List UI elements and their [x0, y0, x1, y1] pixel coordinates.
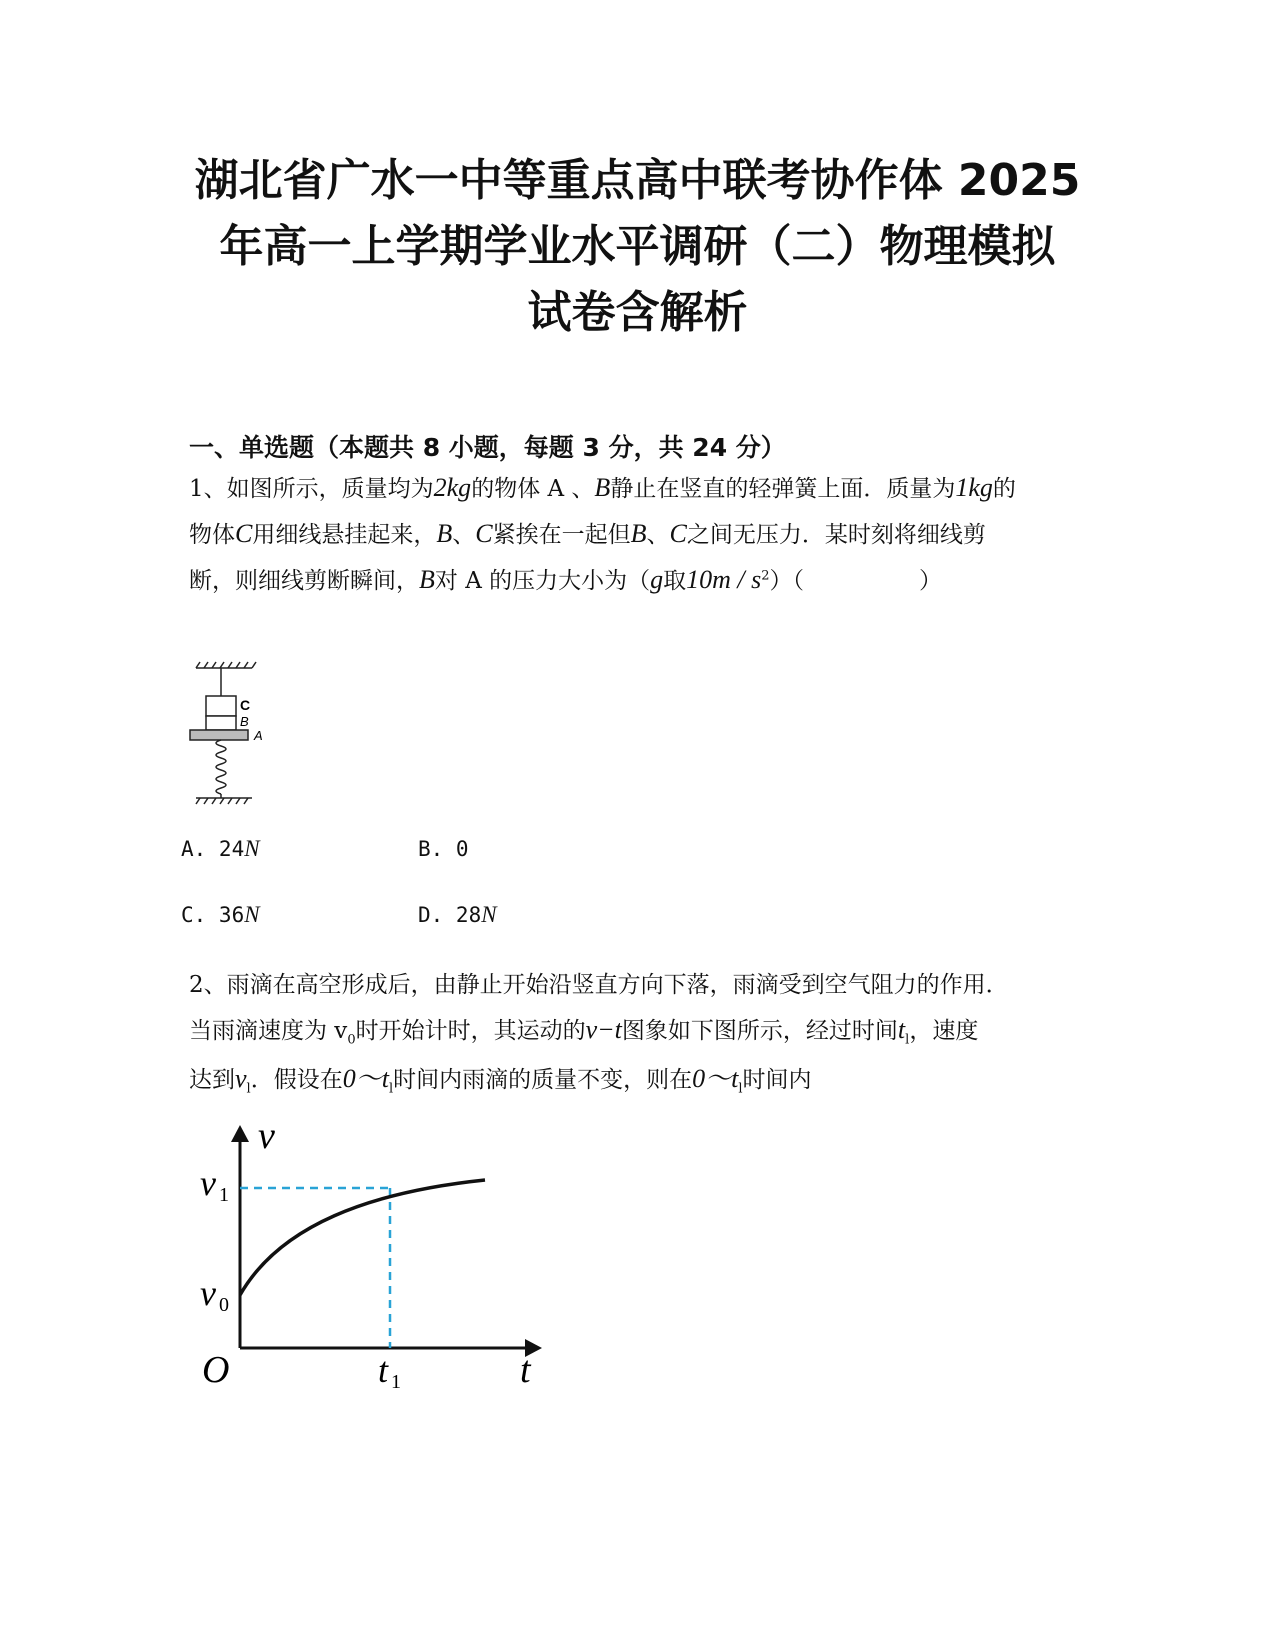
q1-text: 物体 — [189, 522, 235, 548]
q1-line-2 — [189, 516, 986, 549]
var-v1: v — [235, 1064, 247, 1093]
q2-text: ，速度 — [909, 1018, 979, 1044]
q1-text: 1、如图所示，质量均为 — [189, 476, 434, 502]
q1-line-1 — [189, 470, 1016, 503]
q1-text: 的物体 A 、 — [471, 476, 595, 502]
axis-label-v: v — [258, 1115, 275, 1157]
label-v1: v — [200, 1163, 216, 1203]
option-a[interactable] — [181, 836, 260, 862]
q1-text: 取 — [663, 568, 687, 594]
v-axis-arrow — [231, 1125, 249, 1142]
q1-text: 静止在竖直的轻弹簧上面．质量为 — [610, 476, 956, 502]
option-d[interactable] — [418, 902, 497, 928]
var-c: C — [669, 519, 687, 548]
velocity-curve — [240, 1180, 485, 1295]
var-b: B — [419, 565, 435, 594]
option-d-unit: N — [481, 902, 497, 927]
q2-text: 当雨滴速度为 v — [189, 1018, 348, 1044]
spring — [216, 740, 226, 794]
q2-line-2: 当雨滴速度为 $v_0$时开始计时，其运动的v−t图象如下图所示，经过时间$t_l$，速度 — [189, 1015, 979, 1048]
q1-line-3: 断，则细线剪断瞬间，B对 A 的压力大小为（g取$10m / s^2$）（ ） — [189, 565, 943, 594]
label-b: B — [240, 714, 249, 729]
q2-text: 时间内 — [742, 1067, 812, 1093]
option-a-text: A. 24 — [181, 837, 245, 861]
option-c-unit: N — [244, 902, 260, 927]
label-v0-sub: 0 — [219, 1294, 229, 1316]
origin-label: O — [202, 1349, 230, 1391]
q2-line-3: 达到$v_l$．假设在$0\sim t_l$时间内雨滴的质量不变，则在$0\sim t_l$时间内 — [189, 1064, 812, 1097]
q1-text: 紧挨在一起但 — [492, 522, 631, 548]
q1-text: 断，则细线剪断瞬间， — [189, 568, 419, 594]
section-heading: 一、单选题（本题共 8 小题，每题 3 分，共 24 分） — [189, 433, 786, 462]
block-b — [206, 716, 236, 730]
block-c — [206, 696, 236, 716]
var-b: B — [630, 519, 647, 548]
q2-text: 达到 — [189, 1067, 235, 1093]
q1-text: 对 A 的压力大小为（ — [434, 568, 651, 594]
option-c-text: C. 36 — [181, 903, 245, 927]
vt-graph — [200, 1115, 570, 1430]
axis-label-t: t — [520, 1349, 531, 1391]
q2-text: 图象如下图所示，经过时间 — [621, 1018, 898, 1044]
q2-text: ．假设在 — [250, 1067, 343, 1093]
title-line-2: 年高一上学期学业水平调研（二）物理模拟 — [219, 221, 1056, 272]
label-v1-sub: 1 — [219, 1184, 229, 1206]
var-g: g — [650, 565, 664, 594]
title-line-3: 试卷含解析 — [527, 287, 748, 338]
vt-symbol: v−t — [585, 1015, 622, 1044]
mass-1kg: 1kg — [955, 473, 993, 502]
q1-text: 的 — [992, 476, 1016, 502]
time-range: 0～t — [342, 1064, 389, 1093]
label-t1-sub: 1 — [391, 1371, 401, 1393]
var-c: C — [235, 519, 253, 548]
option-a-unit: N — [244, 836, 260, 861]
option-b-text: B. 0 — [418, 837, 469, 861]
var-b: B — [594, 473, 611, 502]
label-a: A — [254, 728, 263, 743]
q1-text: ）（ ） — [769, 568, 943, 594]
option-d-text: D. 28 — [418, 903, 482, 927]
var-t1: t — [897, 1015, 906, 1044]
document-title — [150, 148, 1125, 346]
q1-text: 、 — [646, 522, 670, 548]
unit-acceleration: 10m / s — [686, 565, 762, 594]
title-line-1: 湖北省广水一中等重点高中联考协作体 2025 — [194, 155, 1081, 206]
q1-text: 、 — [452, 522, 476, 548]
q2-text: 时开始计时，其运动的 — [355, 1018, 586, 1044]
option-c[interactable] — [181, 902, 260, 928]
block-a — [190, 730, 248, 740]
label-t1: t — [378, 1350, 389, 1390]
label-c: C — [240, 697, 251, 713]
q2-text: 时间内雨滴的质量不变，则在 — [393, 1067, 693, 1093]
time-range: 0～t — [692, 1064, 739, 1093]
var-c: C — [475, 519, 493, 548]
q2-line-1: 2、雨滴在高空形成后，由静止开始沿竖直方向下落，雨滴受到空气阻力的作用． — [189, 972, 1009, 998]
var-b: B — [436, 519, 453, 548]
q1-text: 之间无压力．某时刻将细线剪 — [686, 522, 986, 548]
label-v0: v — [200, 1273, 216, 1313]
mass-2kg: 2kg — [433, 473, 472, 502]
option-b[interactable] — [418, 836, 469, 862]
q1-text: 用细线悬挂起来， — [252, 522, 437, 548]
spring-blocks-figure — [196, 662, 286, 812]
